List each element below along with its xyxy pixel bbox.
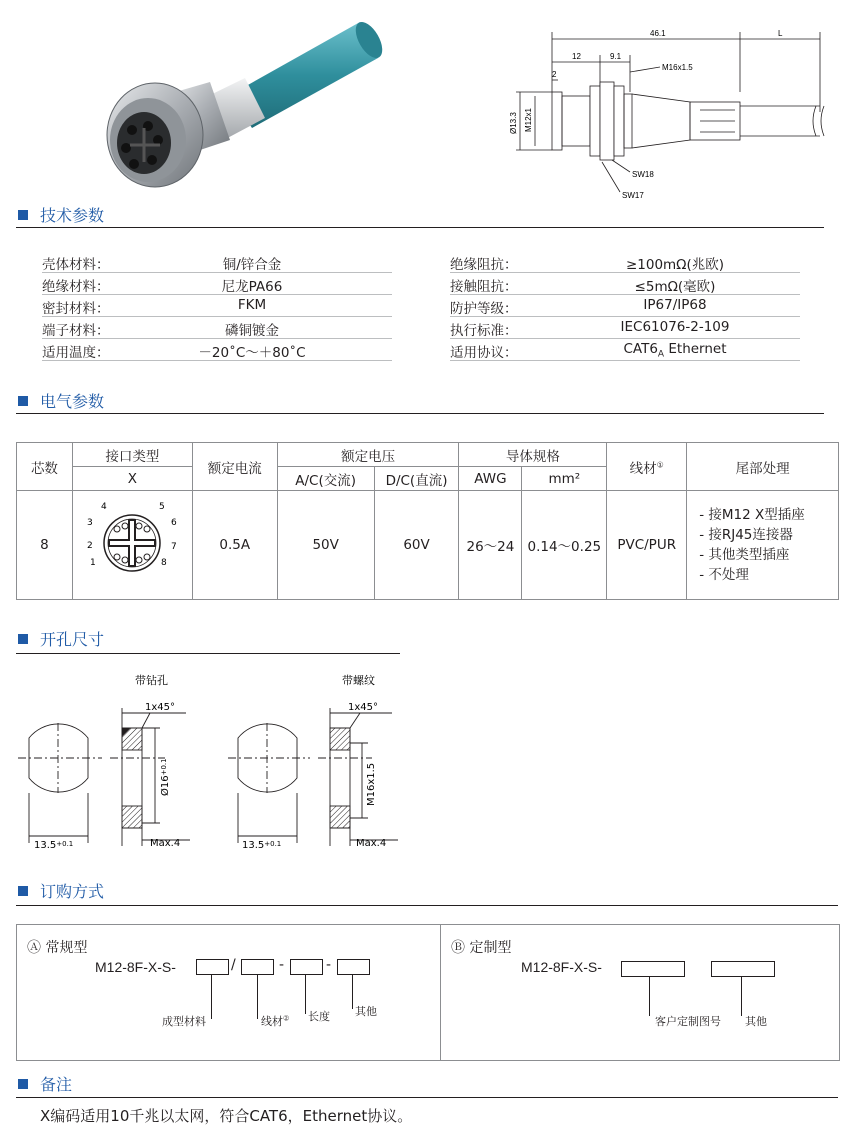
section-cutout-title: 开孔尺寸 — [18, 627, 104, 650]
th-cores: 芯数 — [17, 443, 73, 491]
spec-row — [450, 272, 800, 295]
cell-cores: 8 — [17, 491, 73, 600]
note-text: X编码适用10千兆以太网，符合CAT6，Ethernet协议。 — [40, 1107, 413, 1125]
th-iface-sub: X — [72, 467, 192, 491]
cell-current: 0.5A — [192, 491, 277, 600]
th-iface: 接口类型 — [72, 443, 192, 467]
spec-value: IP67/IP68 — [643, 297, 707, 313]
cutout-drill-label: 带钻孔 — [135, 674, 168, 687]
cell-cable: PVC/PUR — [607, 491, 687, 600]
tail-option: - 接M12 X型插座 — [699, 507, 805, 523]
chamfer-left: 1x45° — [145, 702, 176, 713]
dim-overall: 46.1 — [650, 29, 666, 38]
order-panel: Ⓐ 常规型 M12-8F-X-S- / - - 成型材料 线材② 长度 其他 Ⓑ 定制型 M12-8F-X-S- 客户定制图号 其他 — [16, 924, 840, 1061]
th-conductor: 导体规格 — [459, 443, 607, 467]
spec-key: 防护等级： — [450, 301, 518, 317]
order-a-label-material: 成型材料 — [162, 1015, 206, 1028]
section-divider — [16, 227, 824, 228]
drill-dia: $Ø16^{+0.1}$ — [160, 758, 171, 796]
section-elec-title: 电气参数 — [18, 389, 104, 412]
th-awg: AWG — [459, 467, 522, 491]
max-right: Max.4 — [356, 838, 387, 849]
dim-dia: Ø13.3 — [509, 112, 518, 134]
section-divider — [16, 653, 400, 654]
dim-length: L — [778, 29, 783, 38]
cell-tail — [687, 491, 839, 600]
cell-pinout — [72, 491, 192, 600]
section-divider — [16, 413, 824, 414]
th-voltage: 额定电压 — [277, 443, 459, 467]
spec-row — [450, 250, 800, 273]
spec-value: $CAT6_A$ Ethernet — [623, 341, 727, 360]
chamfer-right: 1x45° — [348, 702, 379, 713]
th-mm2: mm² — [522, 467, 607, 491]
section-marker-icon — [18, 210, 28, 220]
section-marker-icon — [18, 886, 28, 896]
spec-key: 壳体材料： — [42, 257, 110, 273]
th-tail: 尾部处理 — [687, 443, 839, 491]
spec-value: FKM — [237, 297, 267, 313]
spec-row — [42, 294, 392, 317]
order-a-box-cable — [241, 959, 274, 975]
dim-thread: M16x1.5 — [662, 63, 693, 72]
order-a-box-length — [290, 959, 323, 975]
spec-key: 适用协议： — [450, 345, 518, 361]
section-marker-icon — [18, 396, 28, 406]
spec-value: ≤5mΩ(毫欧) — [634, 279, 716, 295]
order-a-code: M12-8F-X-S- — [95, 959, 176, 975]
dim-m12: M12x1 — [524, 107, 533, 132]
tail-option: - 不处理 — [699, 567, 749, 583]
order-b-code: M12-8F-X-S- — [521, 959, 602, 975]
dim-sw18: SW18 — [632, 170, 654, 179]
order-a-title: Ⓐ 常规型 — [27, 940, 88, 956]
spec-row — [450, 338, 800, 361]
tail-option: - 接RJ45连接器 — [699, 527, 793, 543]
svg-text:1: 1 — [90, 558, 97, 568]
cell-awg: 26～24 — [459, 491, 522, 600]
order-a-label-cable: 线材② — [261, 1014, 290, 1028]
th-current: 额定电流 — [192, 443, 277, 491]
spec-row — [42, 316, 392, 339]
spec-row — [42, 338, 392, 361]
svg-text:8: 8 — [161, 558, 168, 568]
spec-key: 接触阻抗： — [450, 279, 518, 295]
spec-value: 铜/锌合金 — [222, 257, 282, 273]
spec-value: IEC61076-2-109 — [620, 319, 730, 335]
thread-dim: M16x1.5 — [366, 762, 377, 806]
svg-text:3: 3 — [87, 518, 94, 528]
electrical-table — [16, 442, 839, 600]
section-note-title: 备注 — [18, 1072, 72, 1095]
svg-text:2: 2 — [87, 541, 94, 551]
dim-9-1: 9.1 — [610, 52, 622, 61]
order-divider — [440, 925, 441, 1060]
spec-row — [450, 316, 800, 339]
svg-text:5: 5 — [159, 502, 166, 512]
dim-12: 12 — [572, 52, 581, 61]
svg-text:4: 4 — [101, 502, 108, 512]
section-divider — [16, 1097, 838, 1098]
product-photo — [60, 0, 390, 195]
order-b-box-drawing — [621, 961, 685, 977]
order-a-label-other: 其他 — [355, 1005, 377, 1018]
order-a-label-length: 长度 — [308, 1010, 330, 1023]
spec-key: 密封材料： — [42, 301, 110, 317]
max-left: Max.4 — [150, 838, 181, 849]
svg-text:6: 6 — [171, 518, 178, 528]
spec-key: 适用温度： — [42, 345, 110, 361]
order-b-label-other: 其他 — [745, 1015, 767, 1028]
section-order-title: 订购方式 — [18, 879, 104, 902]
width-right: $13.5^{+0.1}$ — [242, 840, 282, 851]
order-b-box-other — [711, 961, 775, 977]
order-b-title: Ⓑ 定制型 — [451, 940, 512, 956]
width-left: $13.5^{+0.1}$ — [34, 840, 74, 851]
section-divider — [16, 905, 838, 906]
cell-ac: 50V — [277, 491, 374, 600]
spec-key: 绝缘材料： — [42, 279, 110, 295]
dim-2: 2 — [552, 70, 557, 79]
svg-text:7: 7 — [171, 542, 178, 552]
technical-drawing — [490, 22, 840, 207]
cell-mm2: 0.14～0.25 — [522, 491, 607, 600]
spec-key: 执行标准： — [450, 323, 518, 339]
dim-sw17: SW17 — [622, 191, 644, 200]
cutout-drawing — [10, 668, 430, 858]
spec-row — [42, 250, 392, 273]
spec-value: 磷铜镀金 — [225, 323, 279, 339]
spec-value: ≥100mΩ(兆欧) — [625, 257, 725, 273]
spec-row — [450, 294, 800, 317]
pinout-diagram — [77, 493, 187, 593]
th-ac: A/C(交流) — [277, 467, 374, 491]
cutout-thread-label: 带螺纹 — [342, 674, 375, 687]
cell-dc: 60V — [374, 491, 459, 600]
th-cable: 线材① — [607, 443, 687, 491]
spec-value: －20˚C～＋80˚C — [198, 345, 306, 361]
tail-option: - 其他类型插座 — [699, 547, 790, 563]
order-a-box-material — [196, 959, 229, 975]
spec-key: 端子材料： — [42, 323, 110, 339]
section-tech-title: 技术参数 — [18, 203, 104, 226]
spec-key: 绝缘阻抗： — [450, 257, 518, 273]
spec-value: 尼龙PA66 — [221, 279, 283, 295]
spec-row — [42, 272, 392, 295]
th-dc: D/C(直流) — [374, 467, 459, 491]
order-b-label-drawing: 客户定制图号 — [655, 1015, 721, 1028]
order-a-box-other — [337, 959, 370, 975]
section-marker-icon — [18, 634, 28, 644]
section-marker-icon — [18, 1079, 28, 1089]
